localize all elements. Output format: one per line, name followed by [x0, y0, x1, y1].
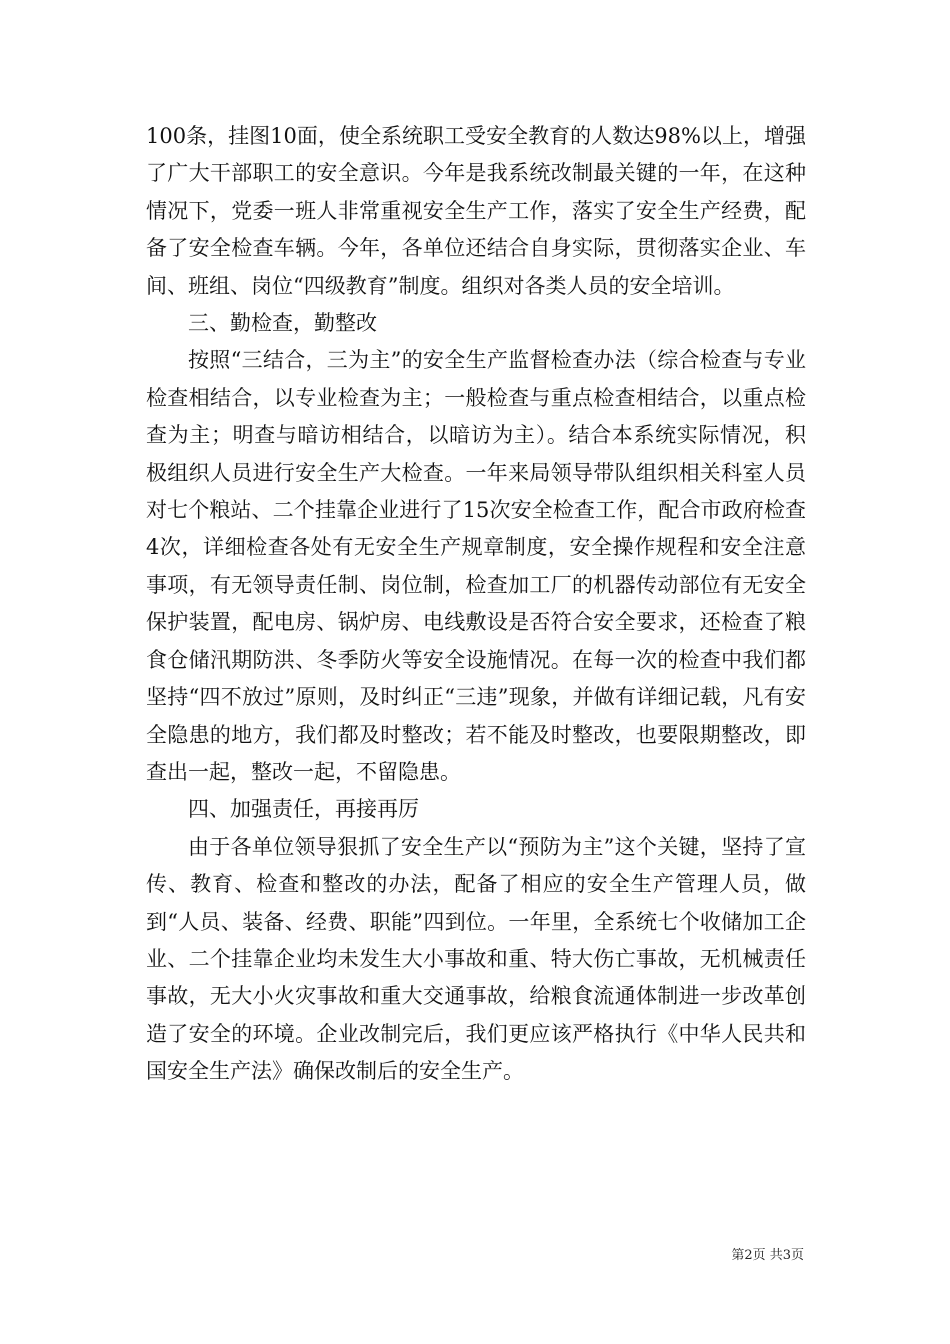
paragraph-continuation: 100条，挂图10面，使全系统职工受安全教育的人数达98%以上，增强了广大干部职工的安全意识。今年是我系统改制最关键的一年，在这种情况下，党委一班人非常重视安全生产工作，落实了安全生产经费，配备了安全检查车辆。今年，各单位还结合自身实际，贯彻落实企业、车间、班组、岗位“四级教育”制度。组织对各类人员的安全培训。: [146, 124, 806, 298]
document-body: [146, 118, 806, 1091]
section-heading-4: 四、加强责任，再接再厉: [188, 797, 419, 822]
paragraph-inspection: 按照“三结合，三为主”的安全生产监督检查办法（综合检查与专业检查相结合，以专业检查为主；一般检查与重点检查相结合，以重点检查为主；明查与暗访相结合，以暗访为主）。结合本系统实际情况，积极组织人员进行安全生产大检查。一年来局领导带队组织相关科室人员对七个粮站、二个挂靠企业进行了15次安全检查工作，配合市政府检查4次，详细检查各处有无安全生产规章制度，安全操作规程和安全注意事项，有无领导责任制、岗位制，检查加工厂的机器传动部位有无安全保护装置，配电房、锅炉房、电线敷设是否符合安全要求，还检查了粮食仓储汛期防洪、冬季防火等安全设施情况。在每一次的检查中我们都坚持“四不放过”原则，及时纠正“三违”现象，并做有详细记载，凡有安全隐患的地方，我们都及时整改；若不能及时整改，也要限期整改，即查出一起，整改一起，不留隐患。: [146, 348, 806, 784]
page-number-footer: 第2页 共3页: [731, 1248, 804, 1263]
section-heading-3: 三、勤检查，勤整改: [188, 311, 377, 336]
paragraph-responsibility: 由于各单位领导狠抓了安全生产以“预防为主”这个关键，坚持了宣传、教育、检查和整改的办法，配备了相应的安全生产管理人员，做到“人员、装备、经费、职能”四到位。一年里，全系统七个收储加工企业、二个挂靠企业均未发生大小事故和重、特大伤亡事故，无机械责任事故，无大小火灾事故和重大交通事故，给粮食流通体制进一步改革创造了安全的环境。企业改制完后，我们更应该严格执行《中华人民共和国安全生产法》确保改制后的安全生产。: [146, 834, 806, 1084]
